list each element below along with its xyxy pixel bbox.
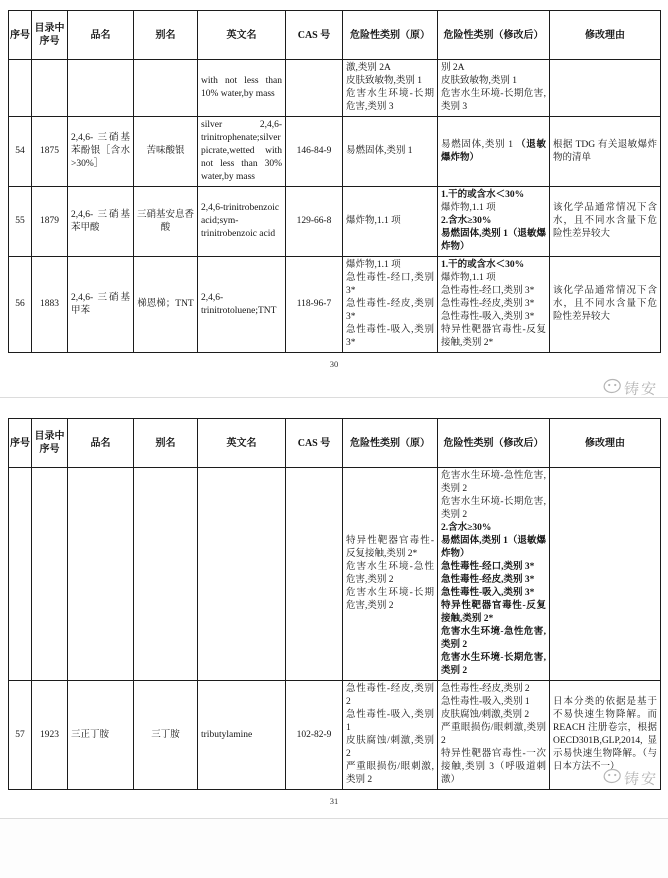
cell-cas [286, 60, 343, 117]
cell-cas: 146-84-9 [286, 117, 343, 187]
cell-cat: 1875 [32, 117, 68, 187]
table-row [9, 257, 661, 353]
hazard-line: 急性毒性-吸入,类别 1 [346, 710, 434, 733]
watermark-text: 铸安 [623, 772, 659, 788]
table-row [9, 681, 661, 790]
hazard-line: 该化学品通常情况下含水，且不同水含量下危险性差异较大 [553, 203, 657, 239]
column-header-8: 修改理由 [550, 419, 661, 468]
cell-reason [550, 187, 661, 257]
column-header-6: 危险性类别（原） [343, 419, 438, 468]
cell-alias [134, 60, 198, 117]
hazard-line: 皮肤腐蚀/刺激,类别 2 [441, 710, 530, 720]
hazard-line: 急性毒性-经皮,类别 3* [346, 299, 434, 322]
hazard-line: 别 2A [441, 63, 465, 73]
hazard-line: 危害水生环境-长期危害,类别 3 [346, 89, 434, 112]
hazard-line: 急性毒性-经皮,类别 2 [346, 684, 434, 707]
hazard-line: 该化学品通常情况下含水，且不同水含量下危险性差异较大 [553, 286, 657, 322]
hazard-line: 易燃固体,类别 1 （退敏爆炸物） [441, 139, 546, 163]
cell-cat [32, 60, 68, 117]
hazard-line: 急性毒性-经口,类别 3* [441, 562, 535, 572]
cell-orig [343, 681, 438, 790]
hazard-line: 危害水生环境-急性危害,类别 2 [441, 471, 546, 494]
cell-seq: 55 [9, 187, 32, 257]
cell-alias: 苦味酸银 [134, 117, 198, 187]
page-number: 31 [329, 796, 339, 806]
hazard-line: 特异性靶器官毒性-反复接触,类别 2* [441, 601, 546, 624]
cell-cas: 129-66-8 [286, 187, 343, 257]
hazard-line: 急性毒性-吸入,类别 3* [346, 325, 434, 348]
page-number: 30 [329, 359, 339, 369]
hazard-line: 急性毒性-吸入,类别 3* [441, 312, 535, 322]
cell-seq: 54 [9, 117, 32, 187]
cell-name [68, 468, 134, 681]
table-row [9, 60, 661, 117]
cell-cas: 102-82-9 [286, 681, 343, 790]
column-header-4: 英文名 [198, 419, 286, 468]
cell-cat: 1879 [32, 187, 68, 257]
hazard-line: 易燃固体,类别 1（退敏爆炸物） [441, 536, 546, 559]
cell-reason [550, 257, 661, 353]
hazard-line: 皮肤致敏物,类别 1 [346, 76, 423, 86]
cell-name [68, 60, 134, 117]
cell-english [198, 468, 286, 681]
hazard-line: 危害水生环境-长期危害,类别 2 [346, 588, 434, 611]
hazard-line: 急性毒性-经口,类别 3* [441, 286, 535, 296]
cell-alias: 梯恩梯；TNT [134, 257, 198, 353]
hazard-line: 严重眼损伤/眼刺激,类别 2 [346, 762, 434, 785]
cell-name: 2,4,6- 三硝基苯甲酸 [68, 187, 134, 257]
cell-seq: 56 [9, 257, 32, 353]
cell-reason [550, 468, 661, 681]
hazard-line: 爆炸物,1.1 项 [441, 273, 496, 283]
hazard-line: 1.干的或含水＜30% [441, 190, 525, 200]
column-header-6: 危险性类别（原） [343, 11, 438, 60]
cell-cas: 118-96-7 [286, 257, 343, 353]
cell-mod [438, 681, 550, 790]
cell-cat [32, 468, 68, 681]
hazard-line: 皮肤致敏物,类别 1 [441, 76, 518, 86]
cell-reason [550, 117, 661, 187]
hazard-line: 2.含水≥30% [441, 523, 492, 533]
cell-seq: 57 [9, 681, 32, 790]
cell-orig [343, 468, 438, 681]
header-row [9, 11, 661, 60]
column-header-2: 品名 [68, 419, 134, 468]
column-header-0: 序号 [9, 419, 32, 468]
hazard-line: 日本分类的依据是基于不易快速生物降解。而 REACH 注册卷宗，根据 OECD301B,GLP,2014, 显示易快速生物降解。（与日本方法不一） [553, 697, 657, 772]
column-header-7: 危险性类别（修改后） [438, 419, 550, 468]
hazard-line: 危害水生环境-长期危害,类别 2 [441, 497, 546, 520]
hazard-line: 特异性靶器官毒性-反复接触,类别 2* [346, 536, 434, 559]
hazard-line: 急性毒性-经口,类别 3* [346, 273, 434, 296]
column-header-5: CAS 号 [286, 419, 343, 468]
hazard-line: 急性毒性-吸入,类别 3* [441, 588, 535, 598]
table-row [9, 117, 661, 187]
cell-name: 2,4,6- 三硝基甲苯 [68, 257, 134, 353]
cell-alias [134, 468, 198, 681]
hazard-line: 激,类别 2A [346, 63, 391, 73]
column-header-3: 别名 [134, 419, 198, 468]
column-header-0: 序号 [9, 11, 32, 60]
column-header-1: 目录中序号 [32, 419, 68, 468]
column-header-7: 危险性类别（修改后） [438, 11, 550, 60]
cell-mod [438, 60, 550, 117]
cell-mod [438, 187, 550, 257]
column-header-8: 修改理由 [550, 11, 661, 60]
document-page-2 [0, 398, 668, 819]
hazard-line: 危害水生环境-长期危害,类别 3 [441, 89, 546, 112]
hazard-line: 爆炸物,1.1 项 [346, 216, 401, 226]
cell-cas [286, 468, 343, 681]
hazard-line: 皮肤腐蚀/刺激,类别 2 [346, 736, 434, 759]
hazard-classification-table-page-2 [8, 418, 661, 790]
hazard-line: 危害水生环境-长期危害,类别 2 [441, 653, 546, 676]
header-row [9, 419, 661, 468]
cell-name: 2,4,6- 三硝基苯酚银［含水>30%］ [68, 117, 134, 187]
cell-cat: 1923 [32, 681, 68, 790]
cell-english: 2,4,6-trinitrotoluene;TNT [198, 257, 286, 353]
document-page-1 [0, 0, 668, 398]
hazard-line: 危害水生环境-急性危害,类别 2 [441, 627, 546, 650]
cell-mod [438, 117, 550, 187]
column-header-1: 目录中序号 [32, 11, 68, 60]
watermark-face-icon [601, 378, 622, 399]
cell-seq [9, 60, 32, 117]
hazard-line: 特异性靶器官毒性-一次接触,类别 3（呼吸道刺激） [441, 749, 546, 785]
cell-reason [550, 681, 661, 790]
cell-cat: 1883 [32, 257, 68, 353]
column-header-5: CAS 号 [286, 11, 343, 60]
hazard-line: 根据 TDG 有关退敏爆炸物的清单 [553, 139, 657, 163]
hazard-line: 急性毒性-经皮,类别 2 [441, 684, 530, 694]
cell-name: 三正丁胺 [68, 681, 134, 790]
hazard-line: 爆炸物,1.1 项 [441, 203, 496, 213]
column-header-4: 英文名 [198, 11, 286, 60]
cell-orig [343, 117, 438, 187]
cell-mod [438, 257, 550, 353]
hazard-line: 易燃固体,类别 1 [346, 146, 413, 156]
cell-alias: 三硝基安息香酸 [134, 187, 198, 257]
hazard-line: 急性毒性-经皮,类别 3* [441, 575, 535, 585]
watermark-badge [601, 378, 658, 399]
watermark-text: 铸安 [623, 382, 659, 398]
hazard-classification-table-page-1 [8, 10, 661, 353]
cell-english: silver 2,4,6-trinitrophenate;silverpicrate,wetted with not less than 30% water,by mass [198, 117, 286, 187]
page-separator [0, 818, 668, 819]
column-header-3: 别名 [134, 11, 198, 60]
hazard-line: 特异性靶器官毒性-反复接触,类别 2* [441, 325, 546, 348]
cell-english: 2,4,6-trinitrobenzoic acid;sym-trinitrobenzoic acid [198, 187, 286, 257]
column-header-2: 品名 [68, 11, 134, 60]
hazard-line: 易燃固体,类别 1（退敏爆炸物） [441, 229, 546, 252]
hazard-line: 1.干的或含水＜30% [441, 260, 525, 270]
hazard-line: 2.含水≥30% [441, 216, 492, 226]
cell-orig [343, 187, 438, 257]
cell-english: with not less than 10% water,by mass [198, 60, 286, 117]
cell-seq [9, 468, 32, 681]
cell-reason [550, 60, 661, 117]
hazard-line: 危害水生环境-急性危害,类别 2 [346, 562, 434, 585]
table-row [9, 468, 661, 681]
hazard-line: 爆炸物,1.1 项 [346, 260, 401, 270]
hazard-line: 急性毒性-吸入,类别 1 [441, 697, 530, 707]
cell-mod [438, 468, 550, 681]
cell-orig [343, 60, 438, 117]
hazard-line: 急性毒性-经皮,类别 3* [441, 299, 535, 309]
cell-english: tributylamine [198, 681, 286, 790]
table-row [9, 187, 661, 257]
cell-alias: 三丁胺 [134, 681, 198, 790]
hazard-line: 严重眼损伤/眼刺激,类别 2 [441, 723, 546, 746]
cell-orig [343, 257, 438, 353]
